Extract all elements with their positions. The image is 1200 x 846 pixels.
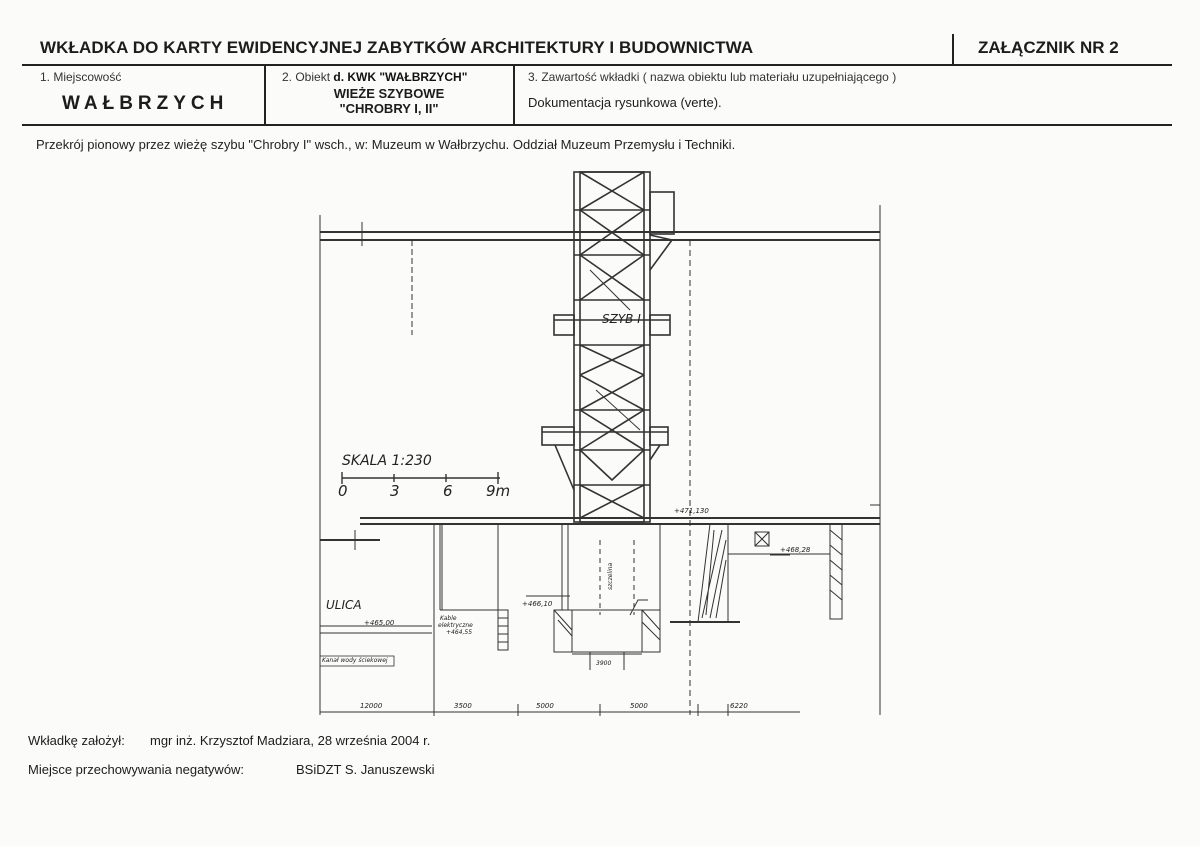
object-prefix: d. KWK "WAŁBRZYCH" bbox=[333, 70, 468, 84]
level-right: +468,28 bbox=[780, 546, 811, 554]
created-by-value: mgr inż. Krzysztof Madziara, 28 września 2004 r. bbox=[150, 733, 431, 748]
form-title: WKŁADKA DO KARTY EWIDENCYJNEJ ZABYTKÓW ARCHITEKTURY I BUDOWNICTWA bbox=[40, 38, 754, 57]
field-divider-2 bbox=[513, 64, 515, 125]
created-by-label: Wkładkę założył: bbox=[28, 733, 125, 748]
created-by-row bbox=[28, 733, 431, 748]
header-rule bbox=[22, 64, 1172, 66]
object-name-line2: "CHROBRY I, II" bbox=[339, 101, 439, 116]
level-street: +465,00 bbox=[364, 619, 395, 627]
negatives-value: BSiDZT S. Januszewski bbox=[296, 762, 435, 777]
level-top: +471,130 bbox=[674, 507, 709, 515]
shaft-dimension: 3900 bbox=[596, 660, 612, 667]
negatives-row bbox=[28, 762, 435, 777]
scale-tick-0: 0 bbox=[338, 482, 348, 500]
dimension-1: 12000 bbox=[360, 702, 383, 710]
scale-tick-3: 3 bbox=[390, 482, 400, 500]
shaft-label: SZYB I bbox=[602, 312, 641, 326]
field-row-rule bbox=[22, 124, 1172, 126]
locality-label: 1. Miejscowość bbox=[40, 70, 122, 84]
cable-label-1: Kable bbox=[440, 615, 457, 622]
scale-tick-9: 9m bbox=[486, 482, 511, 500]
negatives-label: Miejsce przechowywania negatywów: bbox=[28, 762, 245, 777]
dimension-line bbox=[320, 654, 800, 716]
street-label: ULICA bbox=[326, 598, 362, 612]
object-label-line bbox=[282, 70, 467, 84]
scale-label: SKALA 1:230 bbox=[342, 453, 432, 469]
scale-bar bbox=[342, 472, 500, 484]
headframe-tower bbox=[542, 172, 674, 522]
dimension-3: 5000 bbox=[536, 702, 554, 710]
level-mid: +466,10 bbox=[522, 600, 553, 608]
drawing-caption: Przekrój pionowy przez wieżę szybu "Chrobry I" wsch., w: Muzeum w Wałbrzychu. Oddział Muzeum Przemysłu i Techniki. bbox=[36, 137, 736, 152]
shaft-tower-section-drawing bbox=[300, 160, 900, 720]
object-name-line1: WIEŻE SZYBOWE bbox=[333, 86, 445, 101]
object-name bbox=[266, 86, 512, 116]
building-section bbox=[320, 524, 842, 715]
channel-label: Kanał wody ściekowej bbox=[322, 657, 388, 664]
dimension-2: 3500 bbox=[454, 702, 472, 710]
header-divider bbox=[952, 34, 954, 64]
dimension-4: 5000 bbox=[630, 702, 648, 710]
vertical-label: szczelina bbox=[607, 562, 614, 590]
cable-label-2: elektryczne bbox=[438, 622, 473, 629]
level-cable: +464,55 bbox=[446, 629, 473, 636]
content-label: 3. Zawartość wkładki ( nazwa obiektu lub materiału uzupełniającego ) bbox=[528, 70, 897, 84]
dimension-5: 6220 bbox=[730, 702, 748, 710]
content-value: Dokumentacja rysunkowa (verte). bbox=[528, 95, 722, 110]
scale-tick-6: 6 bbox=[443, 482, 453, 500]
object-label: 2. Obiekt bbox=[282, 70, 331, 84]
locality-value: WAŁBRZYCH bbox=[62, 93, 229, 114]
annex-number: ZAŁĄCZNIK NR 2 bbox=[978, 38, 1119, 57]
